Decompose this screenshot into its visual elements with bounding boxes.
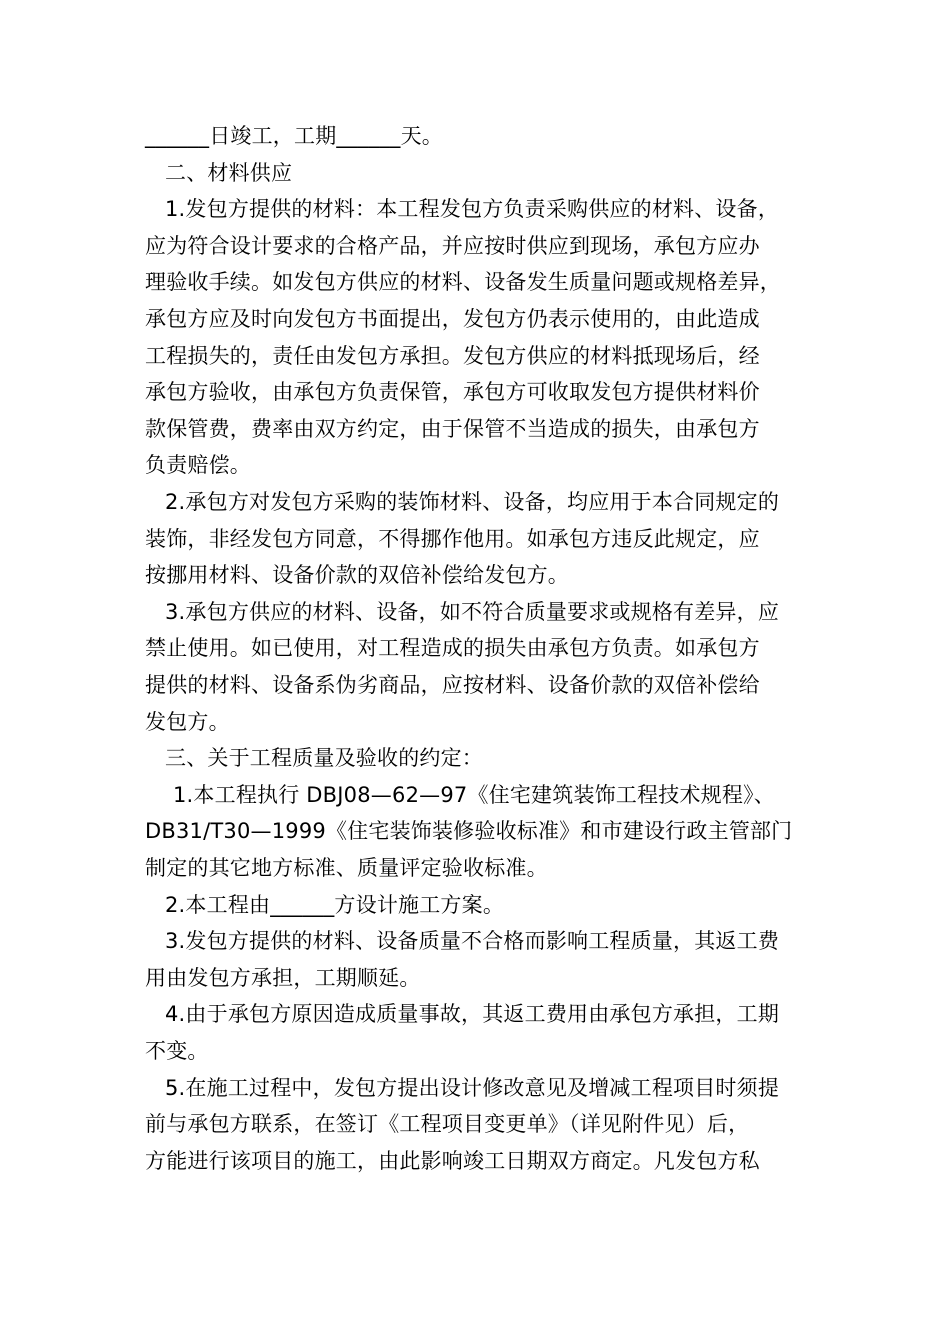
text-line: 发包方。 (145, 710, 230, 734)
text-line: 2.承包方对发包方采购的装饰材料、设备，均应用于本合同规定的 (165, 490, 780, 514)
text-line: 不变。 (145, 1039, 209, 1063)
text-line: 制定的其它地方标准、质量评定验收标准。 (145, 856, 548, 880)
text-line: 工程损失的，责任由发包方承担。发包方供应的材料抵现场后，经 (145, 344, 760, 368)
text-line: 提供的材料、设备系伪劣商品，应按材料、设备价款的双倍补偿给 (145, 673, 760, 697)
text-line: 1.本工程执行 DBJ08—62—97《住宅建筑装饰工程技术规程》、 (173, 783, 775, 807)
text-line: 承包方应及时向发包方书面提出，发包方仍表示使用的，由此造成 (145, 307, 760, 331)
text-line: 用由发包方承担，工期顺延。 (145, 966, 421, 990)
text-line: 方能进行该项目的施工，由此影响竣工日期双方商定。凡发包方私 (145, 1149, 760, 1173)
text-line: ______日竣工，工期______天。 (145, 124, 443, 148)
text-line: 3.承包方供应的材料、设备，如不符合质量要求或规格有差异，应 (165, 600, 780, 624)
text-line: 禁止使用。如已使用，对工程造成的损失由承包方负责。如承包方 (145, 636, 760, 660)
text-line: 三、关于工程质量及验收的约定： (165, 746, 483, 770)
text-line: 1.发包方提供的材料：本工程发包方负责采购供应的材料、设备， (165, 197, 780, 221)
text-line: 2.本工程由______方设计施工方案。 (165, 893, 505, 917)
text-line: 4.由于承包方原因造成质量事故，其返工费用由承包方承担，工期 (165, 1002, 780, 1026)
text-line: 款保管费，费率由双方约定，由于保管不当造成的损失，由承包方 (145, 417, 760, 441)
text-line: 负责赔偿。 (145, 453, 251, 477)
text-line: 二、材料供应 (165, 161, 293, 185)
text-line: 装饰，非经发包方同意，不得挪作他用。如承包方违反此规定，应 (145, 527, 760, 551)
text-line: 5.在施工过程中，发包方提出设计修改意见及增减工程项目时须提 (165, 1076, 780, 1100)
text-line: DB31/T30—1999《住宅装饰装修验收标准》和市建设行政主管部门 (145, 819, 793, 843)
text-line: 按挪用材料、设备价款的双倍补偿给发包方。 (145, 563, 569, 587)
text-line: 3.发包方提供的材料、设备质量不合格而影响工程质量，其返工费 (165, 929, 780, 953)
text-line: 前与承包方联系，在签订《工程项目变更单》（详见附件见）后， (145, 1112, 750, 1136)
text-line: 承包方验收，由承包方负责保管，承包方可收取发包方提供材料价 (145, 380, 760, 404)
text-line: 理验收手续。如发包方供应的材料、设备发生质量问题或规格差异， (145, 270, 781, 294)
text-line: 应为符合设计要求的合格产品，并应按时供应到现场，承包方应办 (145, 234, 760, 258)
